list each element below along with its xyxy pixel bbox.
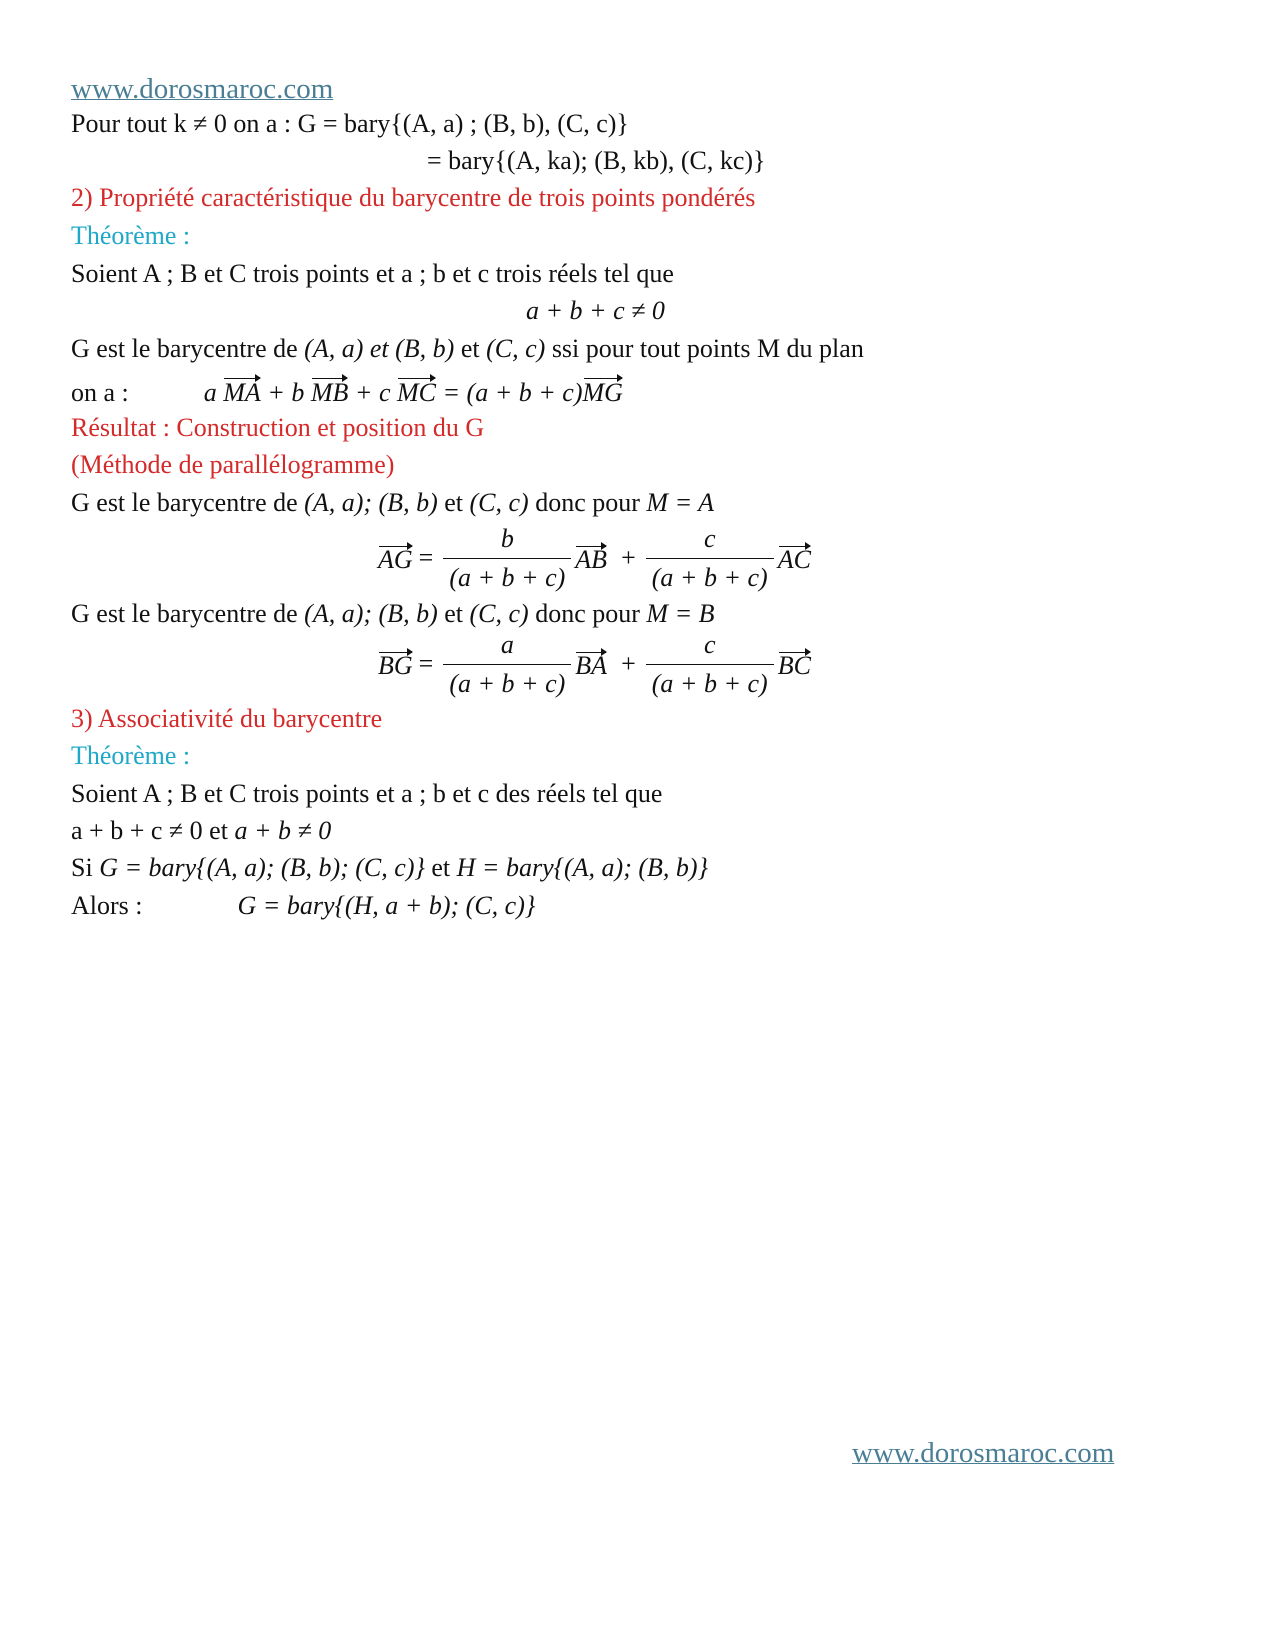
header-link[interactable]: www.dorosmaroc.com xyxy=(71,73,334,105)
line-soient-2: Soient A ; B et C trois points et a ; b et c des réels tel que xyxy=(71,779,663,808)
text: ssi pour tout points M du plan xyxy=(545,334,864,363)
line-si xyxy=(71,852,708,884)
numerator: c xyxy=(703,629,716,659)
numerator: a xyxy=(500,629,514,659)
vector-ba: BA xyxy=(575,647,607,681)
vector-bg: BG xyxy=(378,647,413,681)
line-homogeneity: Pour tout k ≠ 0 on a : G = bary{(A, a) ; (B, b), (C, c)} xyxy=(71,109,629,138)
denominator: (a + b + c) xyxy=(443,558,571,593)
condition-sum: a + b + c ≠ 0 xyxy=(526,296,665,325)
section-3-title: 3) Associativité du barycentre xyxy=(71,704,383,733)
vector-bc: BC xyxy=(778,647,811,681)
math: + c xyxy=(348,378,397,407)
plus-sign: + xyxy=(621,543,636,572)
text: G est le barycentre de xyxy=(71,599,305,628)
math: G = bary{(H, a + b); (C, c)} xyxy=(237,891,536,920)
line-soient-1: Soient A ; B et C trois points et a ; b et c trois réels tel que xyxy=(71,259,674,288)
line-barycentre-def xyxy=(71,333,864,365)
denominator: (a + b + c) xyxy=(646,664,774,699)
math: M = A xyxy=(646,488,715,517)
result-title: Résultat : Construction et position du G xyxy=(71,413,485,442)
label: on a : xyxy=(71,378,129,407)
fraction-2 xyxy=(646,524,774,593)
theorem-label-1: Théorème : xyxy=(71,221,191,250)
vector-mg: MG xyxy=(583,373,623,409)
denominator: (a + b + c) xyxy=(443,664,571,699)
method-title: (Méthode de parallélogramme) xyxy=(71,450,395,479)
text: a + b + c ≠ 0 et xyxy=(71,816,235,845)
text: et xyxy=(437,488,470,517)
math: (C, c) xyxy=(469,488,529,517)
equals-sign: = xyxy=(418,649,434,678)
math: + b xyxy=(260,378,311,407)
line-vector-relation xyxy=(71,373,623,409)
math: H = bary{(A, a); (B, b)} xyxy=(456,853,708,882)
text: donc pour xyxy=(528,599,647,628)
line-case-m-b xyxy=(71,598,715,630)
math: (A, a) et (B, b) xyxy=(304,334,455,363)
math: (A, a); (B, b) xyxy=(304,599,438,628)
line-conditions xyxy=(71,815,331,847)
denominator: (a + b + c) xyxy=(646,558,774,593)
text: G est le barycentre de xyxy=(71,488,305,517)
math: (C, c) xyxy=(469,599,529,628)
numerator: b xyxy=(500,523,514,553)
text: et xyxy=(424,853,457,882)
text: Alors : xyxy=(71,891,143,920)
text: G est le barycentre de xyxy=(71,334,305,363)
line-homogeneity-2: = bary{(A, ka); (B, kb), (C, kc)} xyxy=(427,146,766,175)
text: Si xyxy=(71,853,100,882)
math: G = bary{(A, a); (B, b); (C, c)} xyxy=(99,853,425,882)
fraction-1 xyxy=(443,524,571,593)
equation-bg xyxy=(378,630,811,698)
vector-mb: MB xyxy=(311,373,349,409)
plus-sign: + xyxy=(621,649,636,678)
vector-ag: AG xyxy=(378,541,413,575)
math: a + b ≠ 0 xyxy=(234,816,332,845)
vector-ac: AC xyxy=(778,541,811,575)
vector-mc: MC xyxy=(397,373,436,409)
equals-sign: = xyxy=(418,543,434,572)
math: (A, a); (B, b) xyxy=(304,488,438,517)
vector-ma: MA xyxy=(223,373,261,409)
line-alors xyxy=(71,890,535,922)
text: et xyxy=(454,334,487,363)
vector-ab: AB xyxy=(575,541,607,575)
fraction-2 xyxy=(646,630,774,699)
numerator: c xyxy=(703,523,716,553)
theorem-label-2: Théorème : xyxy=(71,741,191,770)
equation-ag xyxy=(378,524,811,592)
text: donc pour xyxy=(528,488,647,517)
fraction-1 xyxy=(443,630,571,699)
footer-link[interactable]: www.dorosmaroc.com xyxy=(852,1437,1115,1469)
math: (C, c) xyxy=(486,334,546,363)
math: a xyxy=(203,378,224,407)
section-2-title: 2) Propriété caractéristique du barycentre de trois points pondérés xyxy=(71,183,756,212)
line-case-m-a xyxy=(71,487,714,519)
math: = (a + b + c) xyxy=(436,378,583,407)
text: et xyxy=(437,599,470,628)
math: M = B xyxy=(646,599,715,628)
